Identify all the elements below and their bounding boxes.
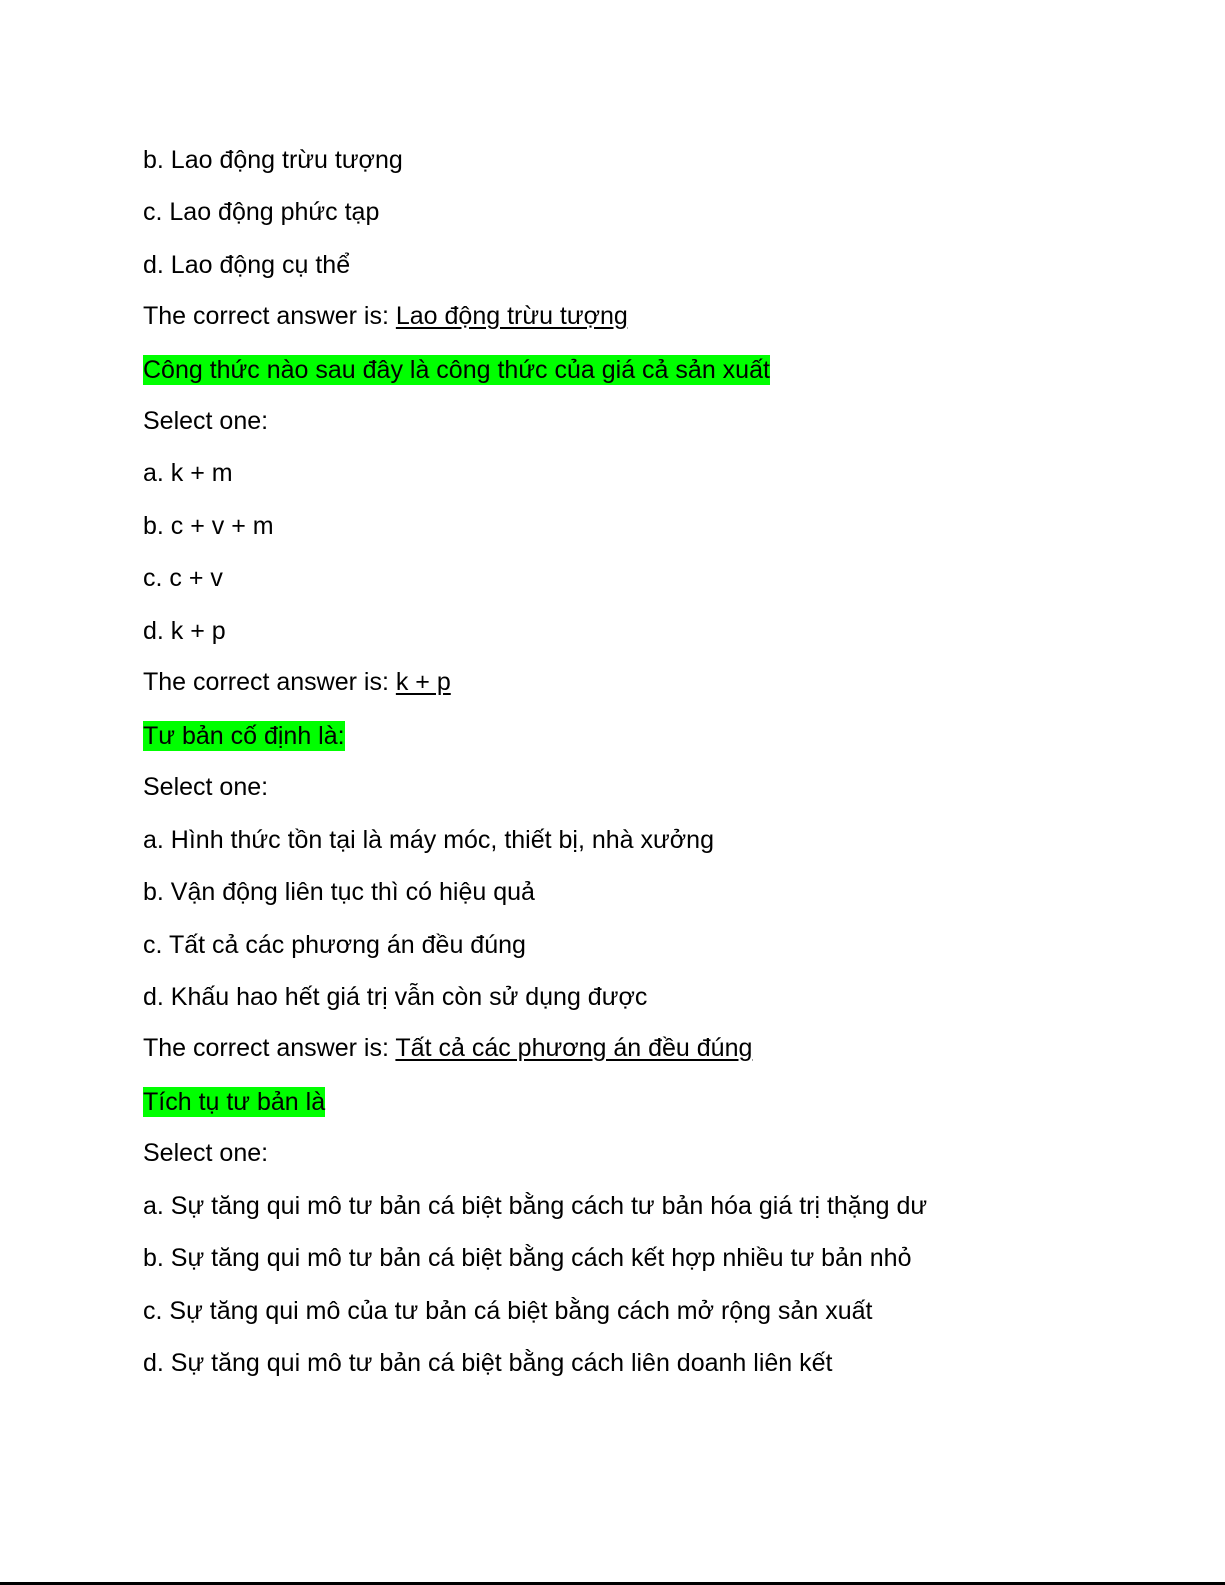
question-highlight: Tư bản cố định là: [143, 722, 345, 750]
question-line [143, 355, 770, 385]
option-a: a. Sự tăng qui mô tư bản cá biệt bằng cách tư bản hóa giá trị thặng dư [143, 1192, 928, 1220]
option-d: d. Sự tăng qui mô tư bản cá biệt bằng cách liên doanh liên kết [143, 1349, 833, 1377]
option-b: b. c + v + m [143, 512, 274, 540]
option-d: d. Lao động cụ thể [143, 251, 351, 279]
question-line [143, 1087, 325, 1117]
question-highlight: Công thức nào sau đây là công thức của giá cả sản xuất [143, 356, 770, 384]
question-line [143, 721, 345, 751]
correct-answer-line [143, 301, 628, 331]
correct-answer-value: Lao động trừu tượng [395, 302, 628, 330]
option-c: c. Lao động phức tạp [143, 198, 380, 226]
option-b: b. Lao động trừu tượng [143, 146, 403, 174]
option-c: c. c + v [143, 564, 223, 592]
select-one-label: Select one: [143, 1139, 269, 1167]
option-a: a. k + m [143, 459, 233, 487]
correct-answer-value: k + p [395, 668, 451, 696]
option-d: d. k + p [143, 617, 226, 645]
select-one-label: Select one: [143, 407, 269, 435]
option-a: a. Hình thức tồn tại là máy móc, thiết bị, nhà xưởng [143, 826, 714, 854]
option-c: c. Tất cả các phương án đều đúng [143, 931, 526, 959]
correct-answer-prefix: The correct answer is: [143, 668, 396, 696]
correct-answer-line [143, 1033, 752, 1063]
correct-answer-line [143, 667, 451, 697]
option-b: b. Vận động liên tục thì có hiệu quả [143, 878, 535, 906]
option-b: b. Sự tăng qui mô tư bản cá biệt bằng cách kết hợp nhiều tư bản nhỏ [143, 1244, 912, 1272]
correct-answer-prefix: The correct answer is: [143, 1034, 396, 1062]
correct-answer-prefix: The correct answer is: [143, 302, 396, 330]
question-highlight: Tích tụ tư bản là [143, 1088, 326, 1116]
option-c: c. Sự tăng qui mô của tư bản cá biệt bằng cách mở rộng sản xuất [143, 1297, 873, 1325]
option-d: d. Khấu hao hết giá trị vẫn còn sử dụng được [143, 983, 648, 1011]
correct-answer-value: Tất cả các phương án đều đúng [395, 1034, 753, 1062]
select-one-label: Select one: [143, 773, 269, 801]
